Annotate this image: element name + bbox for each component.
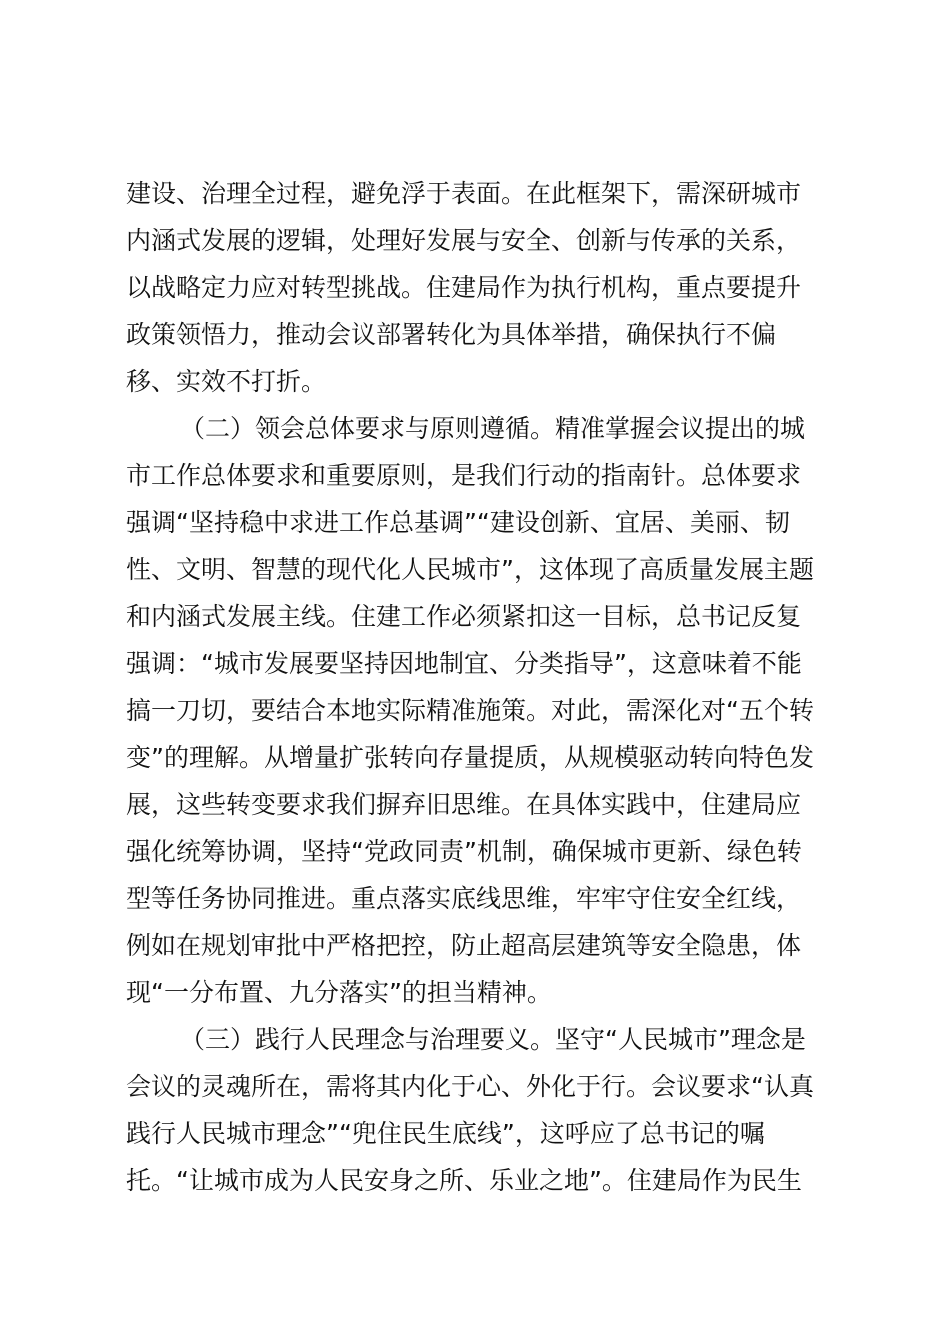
section-heading-line: （三）践行人民理念与治理要义。坚守“人民城市”理念是 bbox=[180, 1025, 806, 1054]
section-heading-line: （二）领会总体要求与原则遵循。精准掌握会议提出的城 bbox=[180, 414, 806, 443]
text-line: 性、文明、智慧的现代化人民城市”，这体现了高质量发展主题 bbox=[126, 555, 814, 584]
text-line: 搞一刀切，要结合本地实际精准施策。对此，需深化对“五个转 bbox=[126, 696, 814, 725]
text-line: 政策领悟力，推动会议部署转化为具体举措，确保执行不偏 bbox=[126, 320, 777, 349]
text-line: 会议的灵魂所在，需将其内化于心、外化于行。会议要求“认真 bbox=[126, 1072, 814, 1101]
text-line: 和内涵式发展主线。住建工作必须紧扣这一目标，总书记反复 bbox=[126, 602, 802, 631]
text-line: 践行人民城市理念”“兜住民生底线”，这呼应了总书记的嘱 bbox=[126, 1119, 765, 1148]
text-line: 变”的理解。从增量扩张转向存量提质，从规模驱动转向特色发 bbox=[126, 743, 814, 772]
text-line: 展，这些转变要求我们摒弃旧思维。在具体实践中，住建局应 bbox=[126, 790, 802, 819]
text-line: 现“一分布置、九分落实”的担当精神。 bbox=[126, 978, 552, 1007]
text-line: 例如在规划审批中严格把控，防止超高层建筑等安全隐患，体 bbox=[126, 931, 802, 960]
text-line: 内涵式发展的逻辑，处理好发展与安全、创新与传承的关系， bbox=[126, 226, 802, 255]
text-line: 建设、治理全过程，避免浮于表面。在此框架下，需深研城市 bbox=[126, 179, 802, 208]
text-line: 托。“让城市成为人民安身之所、乐业之地”。住建局作为民生 bbox=[126, 1166, 802, 1195]
text-line: 强调“坚持稳中求进工作总基调”“建设创新、宜居、美丽、韧 bbox=[126, 508, 790, 537]
document-body bbox=[126, 170, 846, 1204]
text-line: 强调：“城市发展要坚持因地制宜、分类指导”，这意味着不能 bbox=[126, 649, 802, 678]
text-line: 型等任务协同推进。重点落实底线思维，牢牢守住安全红线， bbox=[126, 884, 802, 913]
text-line: 市工作总体要求和重要原则，是我们行动的指南针。总体要求 bbox=[126, 461, 802, 490]
text-line: 移、实效不打折。 bbox=[126, 367, 327, 396]
text-line: 强化统筹协调，坚持“党政同责”机制，确保城市更新、绿色转 bbox=[126, 837, 802, 866]
text-line: 以战略定力应对转型挑战。住建局作为执行机构，重点要提升 bbox=[126, 273, 802, 302]
